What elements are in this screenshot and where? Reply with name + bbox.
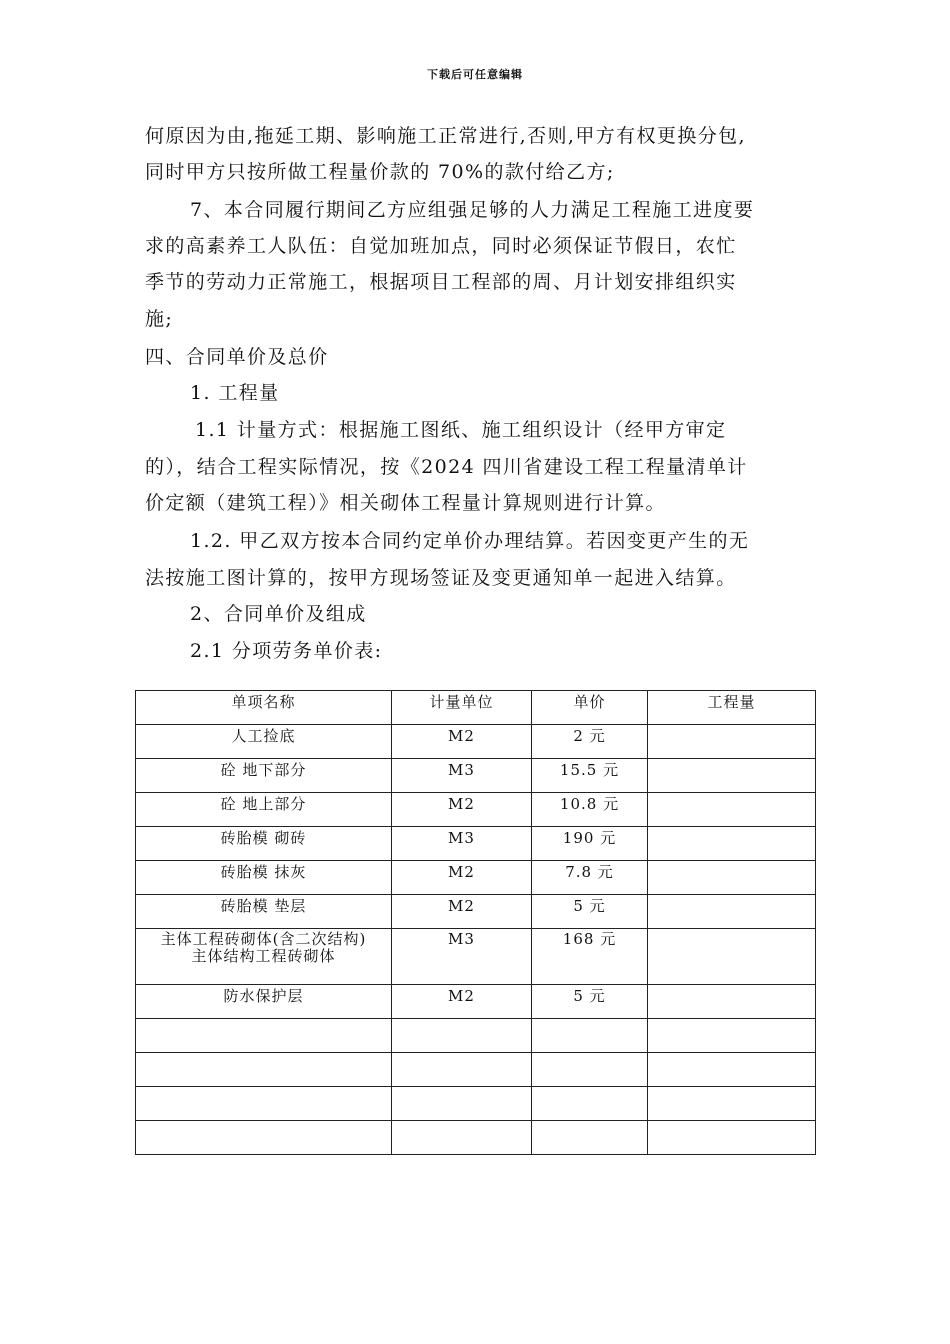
- item-1-1-line-1: 1.1 计量方式：根据施工图纸、施工组织设计（经甲方审定: [195, 419, 727, 441]
- cell-item-name: [136, 1087, 392, 1121]
- cell-quantity: [648, 1053, 816, 1087]
- cell-unit: M2: [392, 895, 532, 929]
- cell-item-name: [136, 1019, 392, 1053]
- table-row: [136, 929, 816, 985]
- table-row-empty: [136, 1053, 816, 1087]
- cell-unit: [392, 1053, 532, 1087]
- table-row: [136, 827, 816, 861]
- header-unit-price: 单价: [532, 691, 648, 725]
- unit-price-table: [135, 690, 816, 1155]
- header-item-name: 单项名称: [136, 691, 392, 725]
- cell-unit: M3: [392, 759, 532, 793]
- cell-unit: M3: [392, 827, 532, 861]
- cell-quantity: [648, 725, 816, 759]
- cell-unit-price: 7.8 元: [532, 861, 648, 895]
- cell-quantity: [648, 895, 816, 929]
- table-row: [136, 725, 816, 759]
- header-unit: 计量单位: [392, 691, 532, 725]
- cell-unit-price: 15.5 元: [532, 759, 648, 793]
- cell-unit: [392, 1121, 532, 1155]
- cell-unit: M2: [392, 985, 532, 1019]
- cell-item-name: 主体工程砖砌体(含二次结构) 主体结构工程砖砌体: [136, 929, 392, 985]
- cell-unit: M2: [392, 793, 532, 827]
- item-1-heading: 1. 工程量: [190, 382, 280, 404]
- body-line-2: 同时甲方只按所做工程量价款的 70%的款付给乙方;: [145, 161, 615, 183]
- cell-unit-price: 168 元: [532, 929, 648, 985]
- cell-unit: M2: [392, 725, 532, 759]
- cell-unit-price: 5 元: [532, 895, 648, 929]
- table-row: [136, 793, 816, 827]
- cell-item-name: 砼 地下部分: [136, 759, 392, 793]
- cell-quantity: [648, 827, 816, 861]
- table-row-empty: [136, 1019, 816, 1053]
- item-1-2-line-2: 法按施工图计算的，按甲方现场签证及变更通知单一起进入结算。: [145, 567, 737, 589]
- cell-quantity: [648, 985, 816, 1019]
- header-quantity: 工程量: [648, 691, 816, 725]
- cell-unit: M2: [392, 861, 532, 895]
- cell-unit-price: 10.8 元: [532, 793, 648, 827]
- item-1-1-line-2: 的），结合工程实际情况，按《2024 四川省建设工程工程量清单计: [145, 456, 748, 478]
- cell-unit-price: [532, 1053, 648, 1087]
- table-header-row: [136, 691, 816, 725]
- cell-item-name: [136, 1121, 392, 1155]
- cell-unit: M3: [392, 929, 532, 985]
- cell-item-name: 砖胎模 垫层: [136, 895, 392, 929]
- table-row: [136, 895, 816, 929]
- cell-quantity: [648, 759, 816, 793]
- table-row-empty: [136, 1087, 816, 1121]
- cell-quantity: [648, 1087, 816, 1121]
- cell-unit-price: [532, 1087, 648, 1121]
- cell-unit-price: 2 元: [532, 725, 648, 759]
- body-line-1: 何原因为由,拖延工期、影响施工正常进行,否则,甲方有权更换分包,: [145, 125, 746, 147]
- item-1-2-line-1: 1.2. 甲乙双方按本合同约定单价办理结算。若因变更产生的无: [190, 530, 750, 552]
- cell-item-name: 砖胎模 抹灰: [136, 861, 392, 895]
- cell-unit: [392, 1019, 532, 1053]
- clause-7-line-1: 7、本合同履行期间乙方应组强足够的人力满足工程施工进度要: [190, 199, 755, 221]
- item-2-heading: 2、合同单价及组成: [190, 603, 367, 625]
- cell-unit: [392, 1087, 532, 1121]
- table-row-empty: [136, 1121, 816, 1155]
- cell-item-name: 砖胎模 砌砖: [136, 827, 392, 861]
- cell-item-name: 防水保护层: [136, 985, 392, 1019]
- item-2-1-heading: 2.1 分项劳务单价表:: [190, 640, 383, 662]
- cell-quantity: [648, 929, 816, 985]
- clause-7-line-4: 施;: [145, 308, 174, 330]
- cell-item-name: 砼 地上部分: [136, 793, 392, 827]
- cell-quantity: [648, 793, 816, 827]
- cell-quantity: [648, 1019, 816, 1053]
- cell-quantity: [648, 861, 816, 895]
- cell-unit-price: 190 元: [532, 827, 648, 861]
- clause-7-line-2: 求的高素养工人队伍：自觉加班加点，同时必须保证节假日，农忙: [145, 235, 737, 257]
- cell-unit-price: [532, 1019, 648, 1053]
- cell-item-name: 人工捡底: [136, 725, 392, 759]
- table-row: [136, 861, 816, 895]
- clause-7-line-3: 季节的劳动力正常施工，根据项目工程部的周、月计划安排组织实: [145, 271, 737, 293]
- section-4-heading: 四、合同单价及总价: [145, 346, 329, 368]
- cell-unit-price: 5 元: [532, 985, 648, 1019]
- item-1-1-line-3: 价定额（建筑工程）》相关砌体工程量计算规则进行计算。: [145, 492, 666, 514]
- table-row: [136, 759, 816, 793]
- cell-quantity: [648, 1121, 816, 1155]
- download-note: 下载后可任意编辑: [427, 68, 523, 81]
- table-row: [136, 985, 816, 1019]
- cell-item-name: [136, 1053, 392, 1087]
- cell-unit-price: [532, 1121, 648, 1155]
